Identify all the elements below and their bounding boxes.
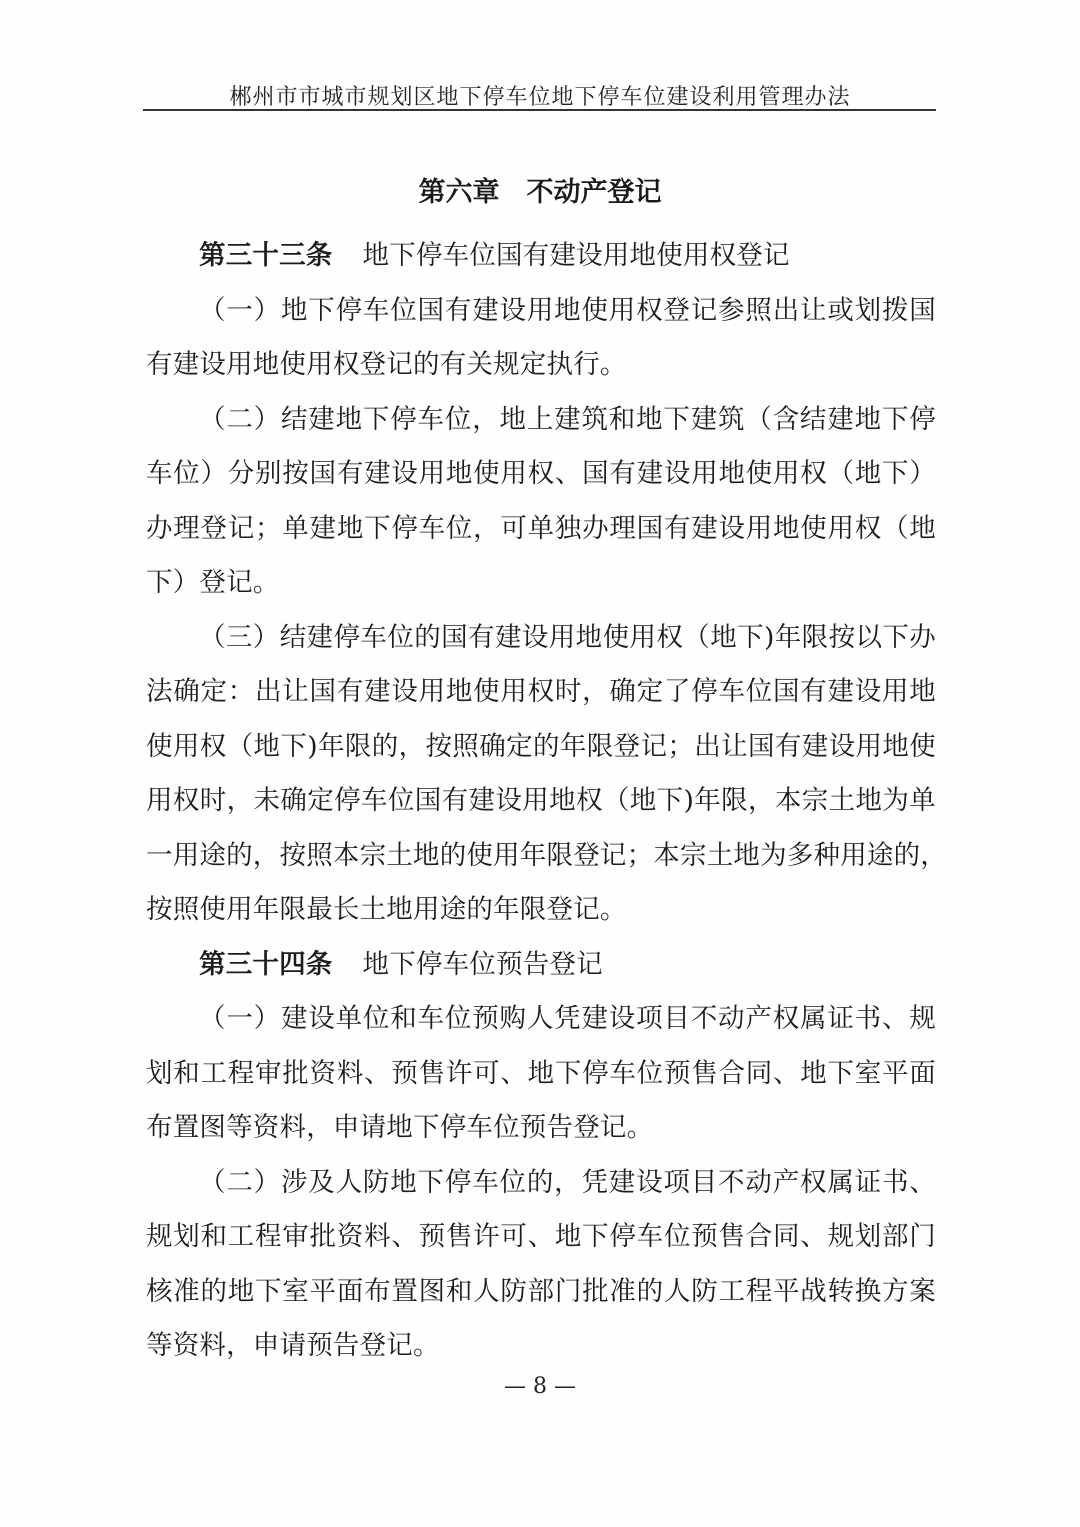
paragraph-line: （二）涉及人防地下停车位的，凭建设项目不动产权属证书、	[199, 1166, 936, 1198]
article-number: 第三十三条	[199, 240, 333, 271]
article-heading	[146, 229, 936, 284]
chapter-title: 第六章 不动产登记	[418, 177, 662, 208]
article-title: 地下停车位国有建设用地使用权登记	[362, 240, 790, 271]
paragraph-line: 按照使用年限最长土地用途的年限登记。	[146, 894, 627, 925]
paragraph-line: 划和工程审批资料、预售许可、地下停车位预售合同、地下室平面	[146, 1057, 936, 1089]
document-body	[146, 229, 947, 1374]
paragraph-line: 等资料，申请预告登记。	[146, 1330, 440, 1361]
running-header: 郴州市市城市规划区地下停车位地下停车位建设利用管理办法	[229, 85, 851, 110]
paragraph-line: （二）结建地下停车位，地上建筑和地下建筑（含结建地下停	[199, 403, 936, 435]
paragraph-line: 使用权（地下)年限的，按照确定的年限登记；出让国有建设用地使	[146, 730, 936, 762]
paragraph-line: 办理登记；单建地下停车位，可单独办理国有建设用地使用权（地	[146, 512, 936, 544]
page-number: — 8 —	[504, 1374, 576, 1399]
paragraph-line: 一用途的，按照本宗土地的使用年限登记；本宗土地为多种用途的，	[146, 839, 947, 871]
article-title: 地下停车位预告登记	[362, 948, 603, 980]
paragraph-line: 用权时，未确定停车位国有建设用地权（地下)年限，本宗土地为单	[146, 785, 936, 816]
paragraph-line: （一）建设单位和车位预购人凭建设项目不动产权属证书、规	[199, 1003, 936, 1034]
paragraph-line: 下）登记。	[146, 567, 280, 598]
paragraph-line: （三）结建停车位的国有建设用地使用权（地下)年限按以下办	[199, 621, 936, 653]
paragraph-line: 有建设用地使用权登记的有关规定执行。	[146, 349, 627, 380]
paragraph-line: 车位）分别按国有建设用地使用权、国有建设用地使用权（地下）	[146, 458, 936, 489]
article-number: 第三十四条	[199, 948, 333, 980]
paragraph-line: （一）地下停车位国有建设用地使用权登记参照出让或划拨国	[199, 294, 936, 326]
paragraph-line: 布置图等资料，申请地下停车位预告登记。	[146, 1112, 654, 1143]
paragraph-line: 核准的地下室平面布置图和人防部门批准的人防工程平战转换方案	[146, 1275, 936, 1307]
header-rule	[143, 109, 936, 111]
paragraph-line: 规划和工程审批资料、预售许可、地下停车位预售合同、规划部门	[146, 1221, 936, 1252]
paragraph-line: 法确定：出让国有建设用地使用权时，确定了停车位国有建设用地	[146, 676, 936, 707]
article-heading	[146, 938, 936, 993]
